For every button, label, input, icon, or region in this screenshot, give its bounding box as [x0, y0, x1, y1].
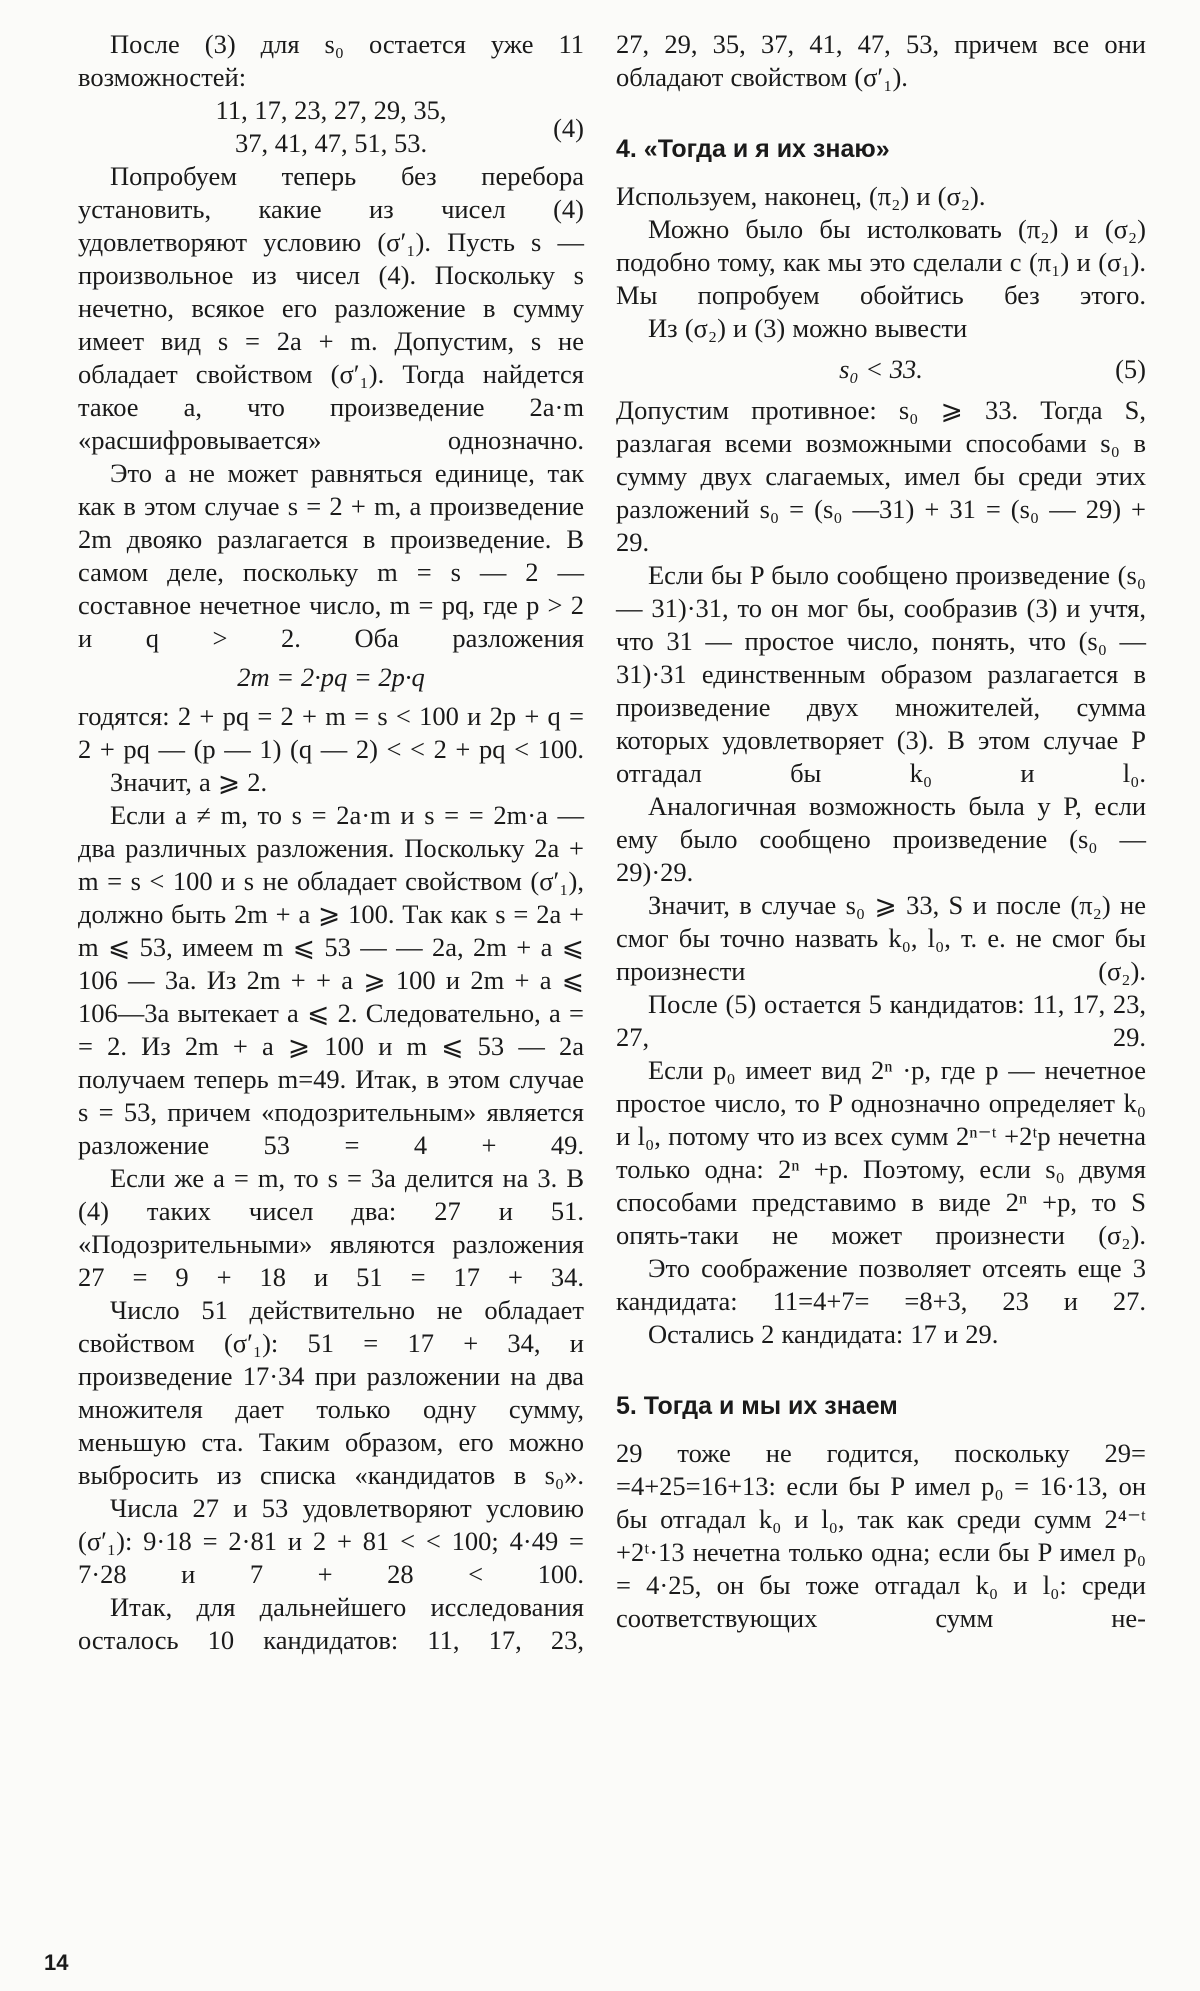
paragraph: Если p₀ имеет вид 2ⁿ ·p, где p — нечетное простое число, то P однозначно определяет k₀ и l₀, потому что из всех сумм 2ⁿ⁻ᵗ +2ᵗp нечетна только одна: 2ⁿ +p. Поэтому, если s₀ двумя способами представимо в виде 2ⁿ +p, то S опять-таки не может произнести (σ₂). — [616, 1055, 1146, 1250]
paragraph: Это a не может равняться единице, так как в этом случае s = 2 + m, а произведение 2m двояко разлагается в произведение. В самом деле, поскольку m = s — 2 — составное нечетное число, m = pq, где p > 2 и q > 2. Оба разложения — [78, 458, 584, 653]
paragraph: Если a ≠ m, то s = 2a·m и s = = 2m·a — два различных разложения. Поскольку 2a + m = s < 100 и s не обладает свойством (σ′₁), должно быть 2m + a ⩾ 100. Так как s = 2a + m ⩽ 53, имеем m ⩽ 53 — — 2a, 2m + a ⩽ 106 — 3a. Из 2m + + a ⩾ 100 и 2m + a ⩽ 106—3a вытекает a ⩽ 2. Следовательно, a = = 2. Из 2m + a ⩾ 100 и m ⩽ 53 — 2a получаем теперь m=49. Итак, в этом случае s = 53, причем «подозрительным» является разложение 53 = 4 + 49. — [78, 800, 584, 1160]
paragraph: После (5) остается 5 кандидатов: 11, 17, 23, 27, 29. — [616, 989, 1146, 1052]
paragraph: 29 тоже не годится, поскольку 29= =4+25=16+13: если бы P имел p₀ = 16·13, он бы отгадал k₀ и l₀, так как среди сумм 2⁴⁻ᵗ +2ᵗ·13 нечетна только одна; если бы P имел p₀ = 4·25, он бы тоже отгадал k₀ и l₀: среди соответствующих сумм не- — [616, 1438, 1146, 1633]
paragraph: После (3) для s₀ остается уже 11 возможностей: — [78, 29, 584, 92]
equation-4 — [78, 94, 584, 160]
paragraph: Можно было бы истолковать (π₂) и (σ₂) подобно тому, как мы это сделали с (π₁) и (σ₁). Мы попробуем обойтись без этого. — [616, 214, 1146, 310]
section-heading: 4. «Тогда и я их знаю» — [616, 135, 890, 163]
left-column — [78, 28, 584, 1657]
section-heading: 5. Тогда и мы их знаем — [616, 1392, 898, 1420]
paragraph: 27, 29, 35, 37, 41, 47, 53, причем все они обладают свойством (σ′₁). — [616, 29, 1146, 92]
right-column — [616, 28, 1146, 1635]
page-number: 14 — [44, 1950, 69, 1975]
equation-5 — [616, 353, 1146, 386]
paragraph: Аналогичная возможность была у P, если ему было сообщено произведение (s₀ — 29)·29. — [616, 791, 1146, 887]
formula: s₀ < 33. — [839, 354, 923, 384]
paragraph: Число 51 действительно не обладает свойством (σ′₁): 51 = 17 + 34, и произведение 17·34 при разложении на два множителя дает только одну сумму, меньшую ста. Таким образом, его можно выбросить из списка «кандидатов в s₀». — [78, 1295, 584, 1490]
paragraph: Значит, a ⩾ 2. — [110, 767, 268, 797]
paragraph: Если же a = m, то s = 3a делится на 3. В (4) таких чисел два: 27 и 51. «Подозрительными» являются разложения 27 = 9 + 18 и 51 = 17 + 34. — [78, 1163, 584, 1292]
paragraph: Итак, для дальнейшего исследования осталось 10 кандидатов: 11, 17, 23, — [78, 1592, 584, 1655]
formula: 2m = 2·pq = 2p·q — [237, 662, 425, 692]
equation-line: 37, 41, 47, 51, 53. — [234, 128, 428, 158]
paragraph: Числа 27 и 53 удовлетворяют условию (σ′₁): 9·18 = 2·81 и 2 + 81 < < 100; 4·49 = 7·28 и 7 + 28 < 100. — [78, 1493, 584, 1589]
equation-number: (4) — [553, 113, 584, 143]
paragraph: Используем, наконец, (π₂) и (σ₂). — [616, 181, 986, 211]
paragraph: Попробуем теперь без перебора установить, какие из чисел (4) удовлетворяют условию (σ′₁). Пусть s — произвольное из чисел (4). Поскольку s нечетно, всякое его разложение в сумму имеет вид s = 2a + m. Допустим, s не обладает свойством (σ′₁). Тогда найдется такое a, что произведение 2a·m «расшифровывается» однозначно. — [78, 161, 584, 455]
paragraph: Если бы P было сообщено произведение (s₀ — 31)·31, то он мог бы, сообразив (3) и учтя, что 31 — простое число, понять, что (s₀ — 31)·31 единственным образом разлагается в произведение двух множителей, сумма которых удовлетворяет (3). В этом случае P отгадал бы k₀ и l₀. — [616, 560, 1146, 788]
paragraph: Значит, в случае s₀ ⩾ 33, S и после (π₂) не смог бы точно назвать k₀, l₀, т. е. не смог бы произнести (σ₂). — [616, 890, 1146, 986]
paragraph: годятся: 2 + pq = 2 + m = s < 100 и 2p + q = 2 + pq — (p — 1) (q — 2) < < 2 + pq < 100. — [78, 701, 584, 764]
paragraph: Это соображение позволяет отсеять еще 3 кандидата: 11=4+7= =8+3, 23 и 27. — [616, 1253, 1146, 1316]
paragraph: Остались 2 кандидата: 17 и 29. — [648, 1319, 999, 1349]
equation-number: (5) — [1115, 354, 1146, 384]
equation-line: 11, 17, 23, 27, 29, 35, — [215, 95, 447, 125]
paragraph: Из (σ₂) и (3) можно вывести — [648, 313, 968, 343]
paragraph: Допустим противное: s₀ ⩾ 33. Тогда S, разлагая всеми возможными способами s₀ в сумму двух слагаемых, имел бы среди этих разложений s₀ = (s₀ —31) + 31 = (s₀ — 29) + 29. — [616, 395, 1146, 557]
